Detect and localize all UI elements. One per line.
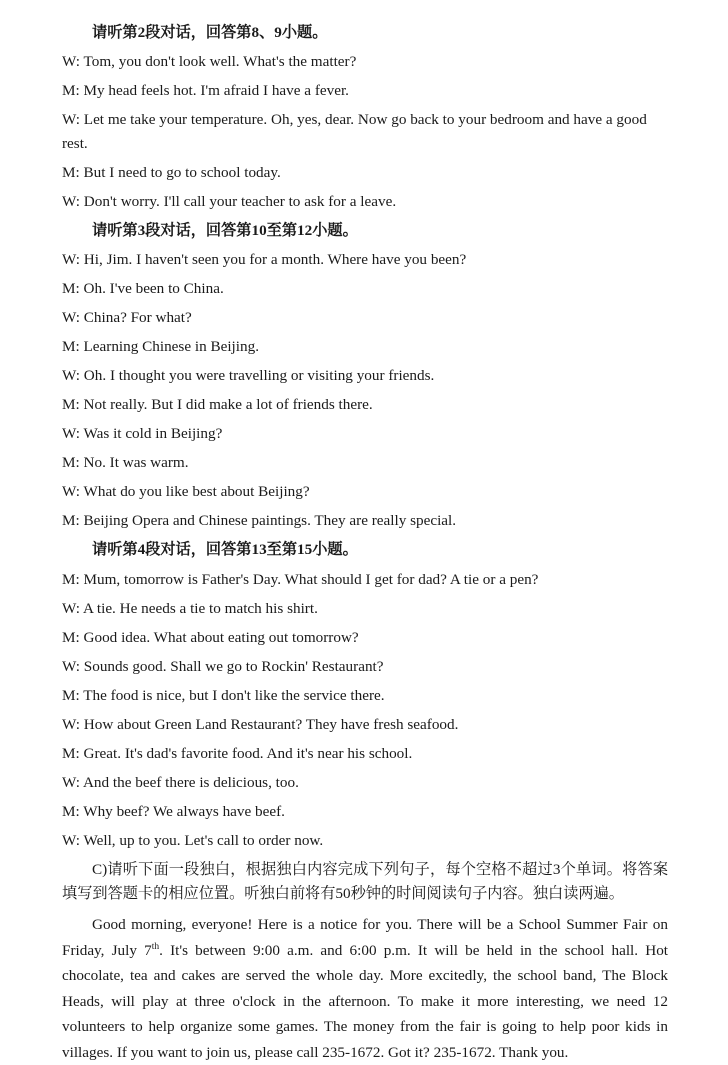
dialogue-line: W: What do you like best about Beijing? [62,483,310,501]
section-dialogue4 [62,538,668,852]
dialogue-line: W: Tom, you don't look well. What's the matter? [62,53,357,71]
dialogue-line: M: Learning Chinese in Beijing. [62,338,259,356]
dialogue-line: M: Oh. I've been to China. [62,280,224,298]
dialogue-line: M: Beijing Opera and Chinese paintings. They are really special. [62,512,457,530]
section-heading: 请听第3段对话，回答第10至第12小题。 [92,221,358,239]
dialogue-line: M: The food is nice, but I don't like the service there. [62,686,385,704]
dialogue-line: W: Sounds good. Shall we go to Rockin' Restaurant? [62,657,384,675]
dialogue-line: M: Mum, tomorrow is Father's Day. What should I get for dad? A tie or a pen? [62,570,539,588]
dialogue-line: M: My head feels hot. I'm afraid I have a fever. [62,82,349,100]
dialogue-line: M: Why beef? We always have beef. [62,802,285,820]
dialogue-line: W: Let me take your temperature. Oh, yes, dear. Now go back to your bedroom and have a good rest. [62,111,647,152]
dialogue-line: W: Was it cold in Beijing? [62,425,223,443]
dialogue-line: W: Oh. I thought you were travelling or visiting your friends. [62,367,435,385]
dialogue-line: W: Don't worry. I'll call your teacher to ask for a leave. [62,192,397,210]
dialogue-line: M: Not really. But I did make a lot of friends there. [62,396,373,414]
dialogue-line: M: Great. It's dad's favorite food. And it's near his school. [62,744,413,762]
monologue-text-part2: . It's between 9:00 a.m. and 6:00 p.m. It will be held in the school hall. Hot chocolate, tea and cakes are served the whole day. More excitedly, the school band, The Block Heads, will play at three o'clock in the afternoon. To make it more interesting, we need 12 volunteers to help organize some games. The money from the fair is going to help poor kids in villages. If you want to join us, please call 235-1672. Got it? 235-1672. Thank you. [62,941,669,1061]
dialogue-line: W: China? For what? [62,309,192,327]
section-heading: 请听第2段对话，回答第8、9小题。 [92,24,328,41]
dialogue-line: M: Good idea. What about eating out tomorrow? [62,628,359,646]
dialogue-line: M: But I need to go to school today. [62,163,281,181]
section-dialogue2 [62,21,668,213]
instruction-paragraph: C)请听下面一段独白，根据独白内容完成下列句子，每个空格不超过3个单词。将答案填写到答题卡的相应位置。听独白前将有50秒钟的时间阅读句子内容。独白读两遍。 [62,860,668,902]
section-dialogue3 [62,219,668,533]
dialogue-line: W: How about Green Land Restaurant? They have fresh seafood. [62,715,459,733]
section-heading: 请听第4段对话，回答第13至第15小题。 [92,541,358,559]
monologue-ordinal-suffix: th [151,941,160,952]
monologue-paragraph [62,912,668,1065]
dialogue-line: W: Well, up to you. Let's call to order now. [62,831,324,849]
monologue-text-part1: Good morning, everyone! Here is a notice for you. There will be a School Summer Fair on Friday, July 7 [62,916,668,959]
dialogue-line: W: A tie. He needs a tie to match his shirt. [62,599,318,617]
dialogue-line: W: And the beef there is delicious, too. [62,773,299,791]
dialogue-line: M: No. It was warm. [62,454,189,472]
dialogue-line: W: Hi, Jim. I haven't seen you for a month. Where have you been? [62,251,467,269]
